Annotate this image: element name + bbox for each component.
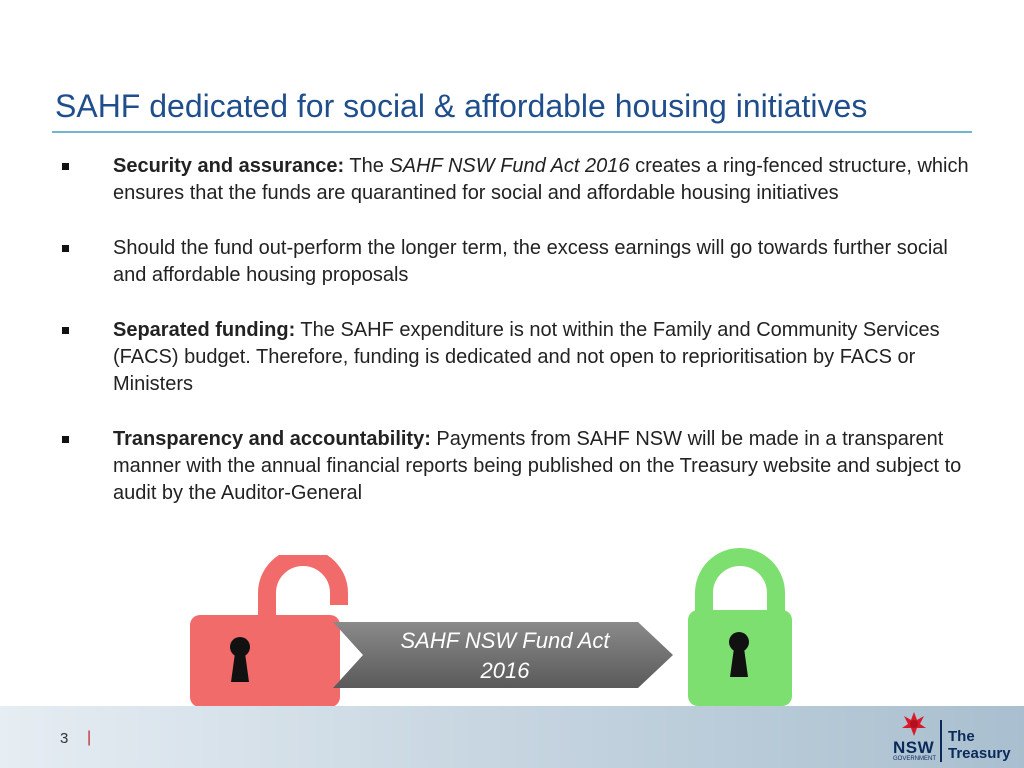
arrow-label-line2: 2016 (480, 658, 530, 683)
bullet-item-security (60, 153, 970, 207)
bullet-item-transparency (60, 426, 970, 507)
bullet-text: Should the fund out-perform the longer term, the excess earnings will go towards further social and affordable housing proposals (113, 237, 948, 286)
arrow-label (360, 626, 650, 686)
bullet-text: Payments from SAHF NSW will be made in a transparent manner with the annual financial reports being published on the Treasury website and subject to audit by the Auditor-General (113, 428, 962, 504)
page-number: 3 (60, 730, 69, 747)
slide-title: SAHF dedicated for social & affordable housing initiatives (55, 88, 868, 124)
bullet-item-outperform (60, 235, 970, 289)
title-divider (52, 131, 972, 133)
bullet-marker (62, 245, 69, 252)
bullet-text: The (344, 155, 390, 177)
arrow-label-line1: SAHF NSW Fund Act (400, 628, 610, 653)
bullet-lead: Transparency and accountability: (113, 428, 431, 450)
bullet-italic-text: SAHF NSW Fund Act 2016 (389, 155, 630, 177)
bullet-item-separated-funding (60, 317, 970, 398)
bullet-marker (62, 436, 69, 443)
bullet-marker (62, 163, 69, 170)
bullet-lead: Separated funding: (113, 319, 296, 341)
locked-padlock-icon (685, 548, 795, 708)
footer-band (0, 706, 1024, 768)
logo-treasury-text: Treasury (948, 745, 1011, 762)
page-separator: | (87, 729, 92, 746)
bullet-lead: Security and assurance: (113, 155, 345, 177)
logo-the-text: The (948, 728, 975, 745)
bullet-marker (62, 327, 69, 334)
logo-divider (940, 720, 942, 762)
logo-government-text: GOVERNMENT (893, 756, 937, 762)
logo-nsw-text: NSW (893, 738, 935, 757)
bullet-list (60, 153, 970, 535)
bullet-text: The SAHF expenditure is not within the Family and Community Services (FACS) budget. Therefore, funding is dedicated and not open to reprioritisation by FACS or Ministers (113, 319, 940, 395)
bullet-text-continued: creates a ring-fenced structure, which ensures that the funds are quarantined for social and affordable housing initiatives (113, 155, 969, 204)
